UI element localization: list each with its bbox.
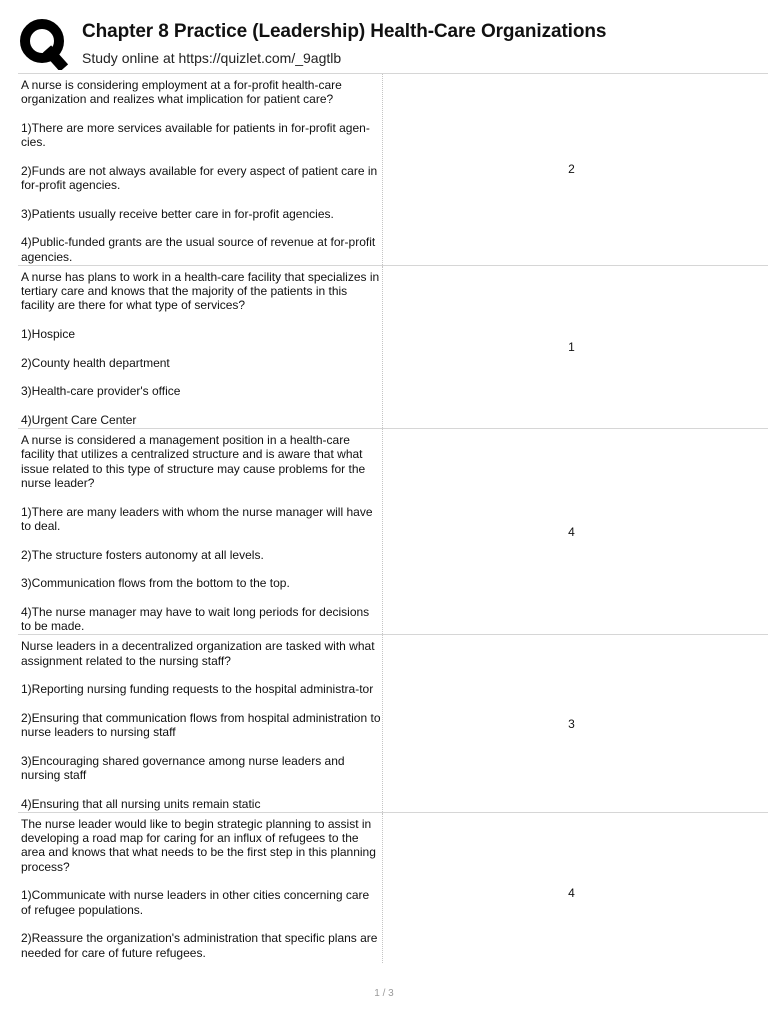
answer-cell (383, 266, 768, 428)
option-text: 1)Hospice (21, 327, 76, 342)
answer-text: 4 (568, 885, 575, 900)
question-text: Nurse leaders in a decentralized organization are tasked with what assignment related to the nursing staff? (21, 639, 375, 668)
question-cell (18, 813, 383, 963)
option-text: 3)Patients usually receive better care in for-profit agencies. (21, 206, 334, 221)
option-text: 2)Reassure the organization's administration that specific plans are needed for care of future refugees. (21, 931, 378, 960)
option-text: 1)Communicate with nurse leaders in other cities concerning care of refugee populations. (21, 888, 370, 917)
flashcard (18, 266, 768, 429)
question-text: A nurse has plans to work in a health-care facility that specializes in tertiary care and knows that the majority of the patients in this facility are there for what type of services? (21, 269, 380, 313)
flashcard (18, 813, 768, 963)
option-text: 2)Funds are not always available for every aspect of patient care in for-profit agencies. (21, 163, 378, 193)
answer-cell (383, 635, 768, 812)
option-text: 2)The structure fosters autonomy at all levels. (21, 547, 264, 562)
option-text: 1)There are more services available for patients in for-profit agen-cies. (21, 120, 370, 150)
question-text: A nurse is considered a management position in a health-care facility that utilizes a centralized structure and is aware that what issue related to this type of structure may cause problems for the nurse leader? (21, 433, 366, 491)
answer-cell (383, 74, 768, 265)
question-cell (18, 429, 383, 634)
flashcard (18, 635, 768, 813)
answer-cell (383, 429, 768, 634)
option-text: 1)Reporting nursing funding requests to the hospital administra-tor (21, 682, 374, 697)
option-text: 1)There are many leaders with whom the nurse manager will have to deal. (21, 504, 373, 533)
question-text: A nurse is considering employment at a for-profit health-care organization and realizes what implication for patient care? (21, 78, 342, 107)
answer-cell (383, 813, 768, 963)
flashcard (18, 429, 768, 635)
flashcard-list (18, 73, 768, 963)
option-text: 2)Ensuring that communication flows from hospital administration to nurse leaders to nursing staff (21, 710, 381, 740)
page-number: 1 / 3 (374, 988, 394, 999)
page-title: Chapter 8 Practice (Leadership) Health-Care Organizations (82, 21, 607, 42)
option-text: 3)Encouraging shared governance among nurse leaders and nursing staff (21, 753, 345, 782)
flashcard (18, 74, 768, 266)
answer-text: 4 (568, 524, 575, 539)
question-cell (18, 635, 383, 812)
question-cell (18, 266, 383, 428)
document-header (0, 0, 768, 74)
option-text: 4)Public-funded grants are the usual source of revenue at for-profit agencies. (21, 235, 376, 264)
answer-text: 1 (568, 339, 575, 354)
option-text: 4)The nurse manager may have to wait long periods for decisions to be made. (21, 604, 370, 633)
option-text: 2)County health department (21, 355, 170, 370)
study-online-link[interactable]: Study online at https://quizlet.com/_9agtlb (82, 50, 342, 66)
option-text: 3)Communication flows from the bottom to the top. (21, 576, 290, 591)
question-cell (18, 74, 383, 265)
answer-text: 2 (568, 162, 575, 177)
answer-text: 3 (568, 716, 575, 731)
option-text: 4)Urgent Care Center (21, 412, 137, 427)
option-text: 3)Health-care provider's office (21, 384, 181, 399)
option-text: 4)Ensuring that all nursing units remain static (21, 796, 261, 811)
question-text: The nurse leader would like to begin strategic planning to assist in developing a road map for caring for an influx of refugees to the area and knows that what needs to be the first step in this planning process? (21, 816, 376, 874)
quizlet-q-logo-icon (18, 16, 70, 70)
